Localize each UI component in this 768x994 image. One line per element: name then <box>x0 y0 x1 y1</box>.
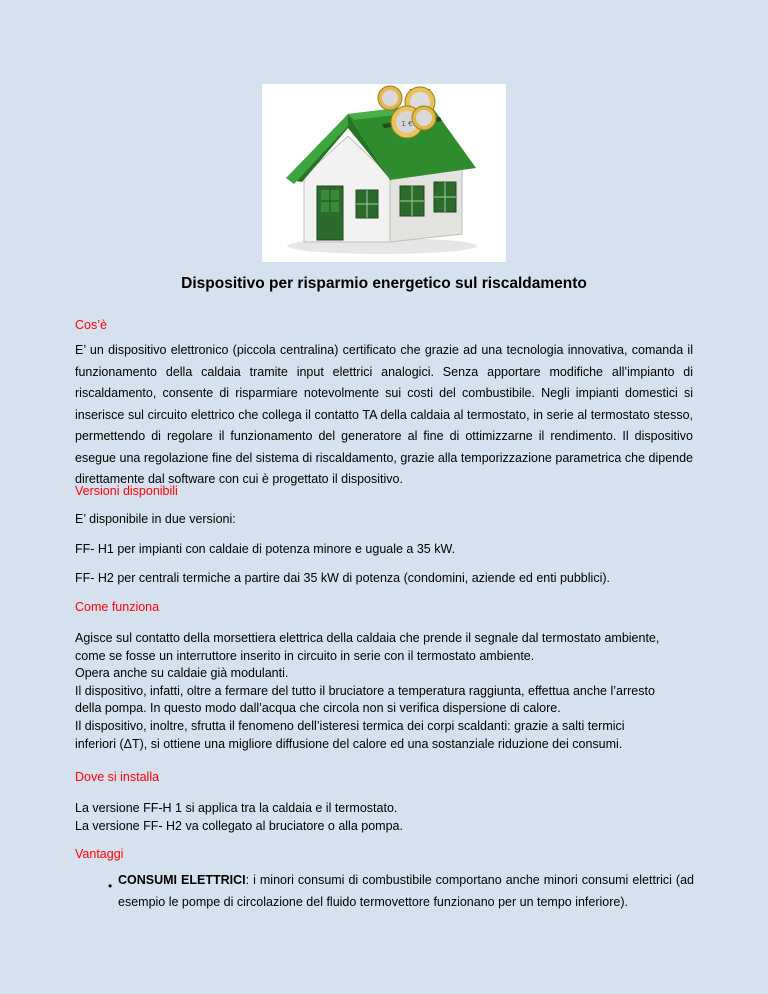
house-coins-image <box>262 84 506 262</box>
heading-vantaggi: Vantaggi <box>75 847 124 861</box>
come-line: Il dispositivo, inoltre, sfrutta il fenomeno dell’isteresi termica dei corpi scaldanti: grazie a salti termici <box>75 718 625 733</box>
vantaggi-item-text: : i minori consumi di combustibile comportano anche minori consumi elettrici (ad esempio le pompe di circolazione del fluido termovettore funzionano per un tempo inferiore). <box>118 873 694 909</box>
come-line: inferiori (ΔT), si ottiene una migliore diffusione del calore ed una sostanziale riduzione dei consumi. <box>75 736 623 751</box>
come-line: come se fosse un interruttore inserito in circuito in serie con il termostato ambiente. <box>75 648 535 663</box>
vantaggi-item-label: CONSUMI ELETTRICI <box>118 873 246 887</box>
come-line: Il dispositivo, infatti, oltre a fermare del tutto il bruciatore a temperatura raggiunta, effettua anche l’arresto <box>75 683 655 698</box>
paragraph-cose: E’ un dispositivo elettronico (piccola centralina) certificato che grazie ad una tecnologia innovativa, comanda il funzionamento della caldaia tramite input elettrici analogici. Senza apportare modifiche all’impianto di riscaldamento, consente di risparmiare notevolmente sui costi del combustibile. Negli impianti domestici si inserisce sul circuito elettrico che collega il contatto TA della caldaia al termostato, in serie al termostato stesso, permettendo di regolare il funzionamento del generatore al fine di ottimizzarne il rendimento. Il dispositivo esegue una regolazione fine del sistema di riscaldamento, grazie alla temporizzazione parametrica che dipende direttamente dal software con cui è progettato il dispositivo. <box>75 343 693 486</box>
document-title: Dispositivo per risparmio energetico sul riscaldamento <box>181 275 587 292</box>
house-illustration <box>262 84 506 262</box>
dove-text <box>75 800 705 835</box>
bullet-icon: • <box>108 879 113 893</box>
come-line: Opera anche su caldaie già modulanti. <box>75 666 289 681</box>
heading-versioni: Versioni disponibili <box>75 484 178 498</box>
versione-h2: FF- H2 per centrali termiche a partire dai 35 kW di potenza (condomini, aziende ed enti pubblici). <box>75 571 610 585</box>
come-line: della pompa. In questo modo dall’acqua che circola non si verifica dispersione di calore. <box>75 701 561 716</box>
heading-come-funziona: Come funziona <box>75 600 160 614</box>
versione-h1: FF- H1 per impianti con caldaie di potenza minore e uguale a 35 kW. <box>75 542 456 556</box>
vantaggi-item <box>118 870 694 913</box>
dove-line: La versione FF-H 1 si applica tra la caldaia e il termostato. <box>75 801 398 815</box>
heading-dove: Dove si installa <box>75 770 160 784</box>
come-funziona-text <box>75 630 705 753</box>
come-line: Agisce sul contatto della morsettiera elettrica della caldaia che prende il segnale dal termostato ambiente, <box>75 631 660 645</box>
dove-line: La versione FF- H2 va collegato al bruciatore o alla pompa. <box>75 818 403 833</box>
versioni-intro: E’ disponibile in due versioni: <box>75 512 236 526</box>
heading-cose: Cos’è <box>75 318 107 332</box>
svg-text:1 €: 1 € <box>401 120 413 128</box>
